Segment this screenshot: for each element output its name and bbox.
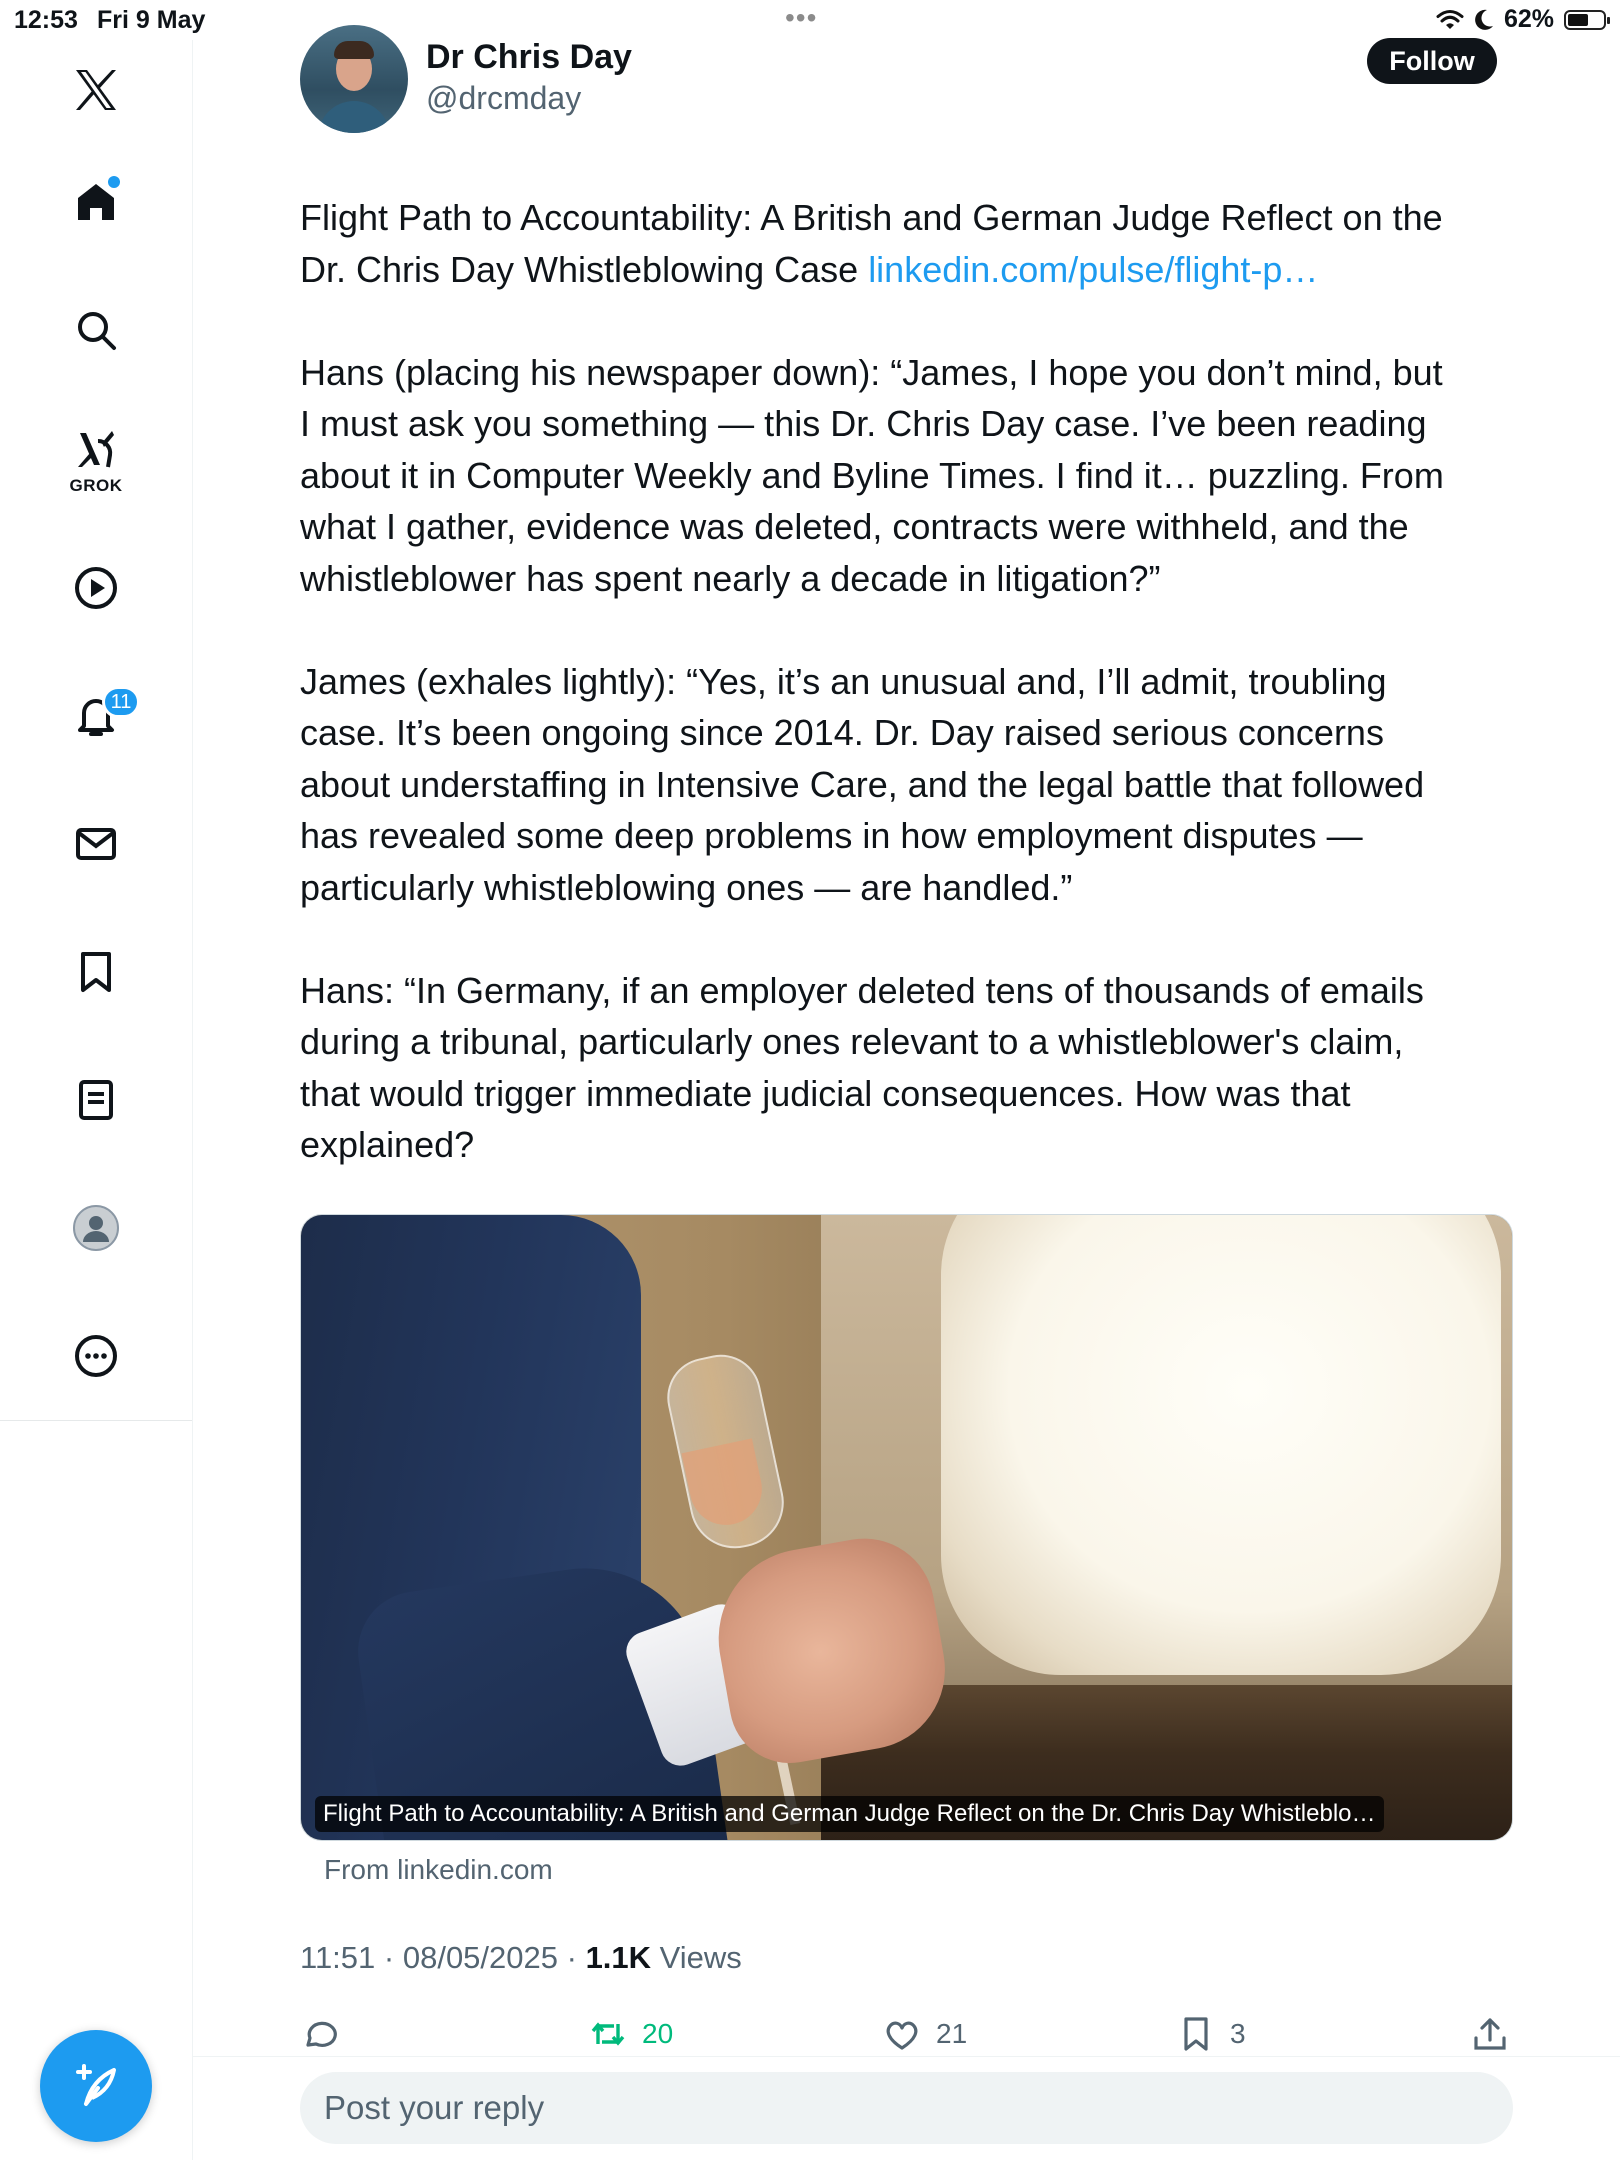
author-handle[interactable]: @drcmday <box>426 80 582 116</box>
battery-icon <box>1564 10 1606 30</box>
bookmark-button[interactable] <box>1176 2012 1246 2056</box>
notification-badge: 11 <box>102 686 140 718</box>
bookmark-action-icon <box>1176 2014 1216 2054</box>
tweet-p1-line2: Dr. Chris Day Whistleblowing Case <box>300 248 869 290</box>
tweet-date[interactable]: 08/05/2025 <box>402 1940 558 1975</box>
profile-avatar-icon <box>72 1204 120 1252</box>
avatar-hair <box>334 41 374 59</box>
sidebar-item-notifications[interactable] <box>56 676 136 756</box>
tweet-link[interactable]: linkedin.com/pulse/flight-p… <box>868 248 1319 290</box>
tweet-paragraph-4 <box>300 965 1525 1171</box>
actions-divider <box>192 2056 1620 2057</box>
tweet-body <box>300 192 1525 1222</box>
x-logo-icon[interactable] <box>56 50 136 130</box>
meta-separator: · <box>558 1940 586 1975</box>
like-button[interactable] <box>882 2012 967 2056</box>
tweet-text-line: James (exhales lightly): “Yes, it’s an unusual and, I’ll admit, troubling <box>300 660 1387 702</box>
search-icon <box>72 306 120 354</box>
sidebar-item-profile[interactable] <box>56 1188 136 1268</box>
compose-post-button[interactable] <box>40 2030 152 2142</box>
grok-label: GROK <box>69 476 123 495</box>
tweet-text-line: case. It’s been ongoing since 2014. Dr. Day raised serious concerns <box>300 712 1384 753</box>
retweet-icon <box>588 2014 628 2054</box>
card-caption: Flight Path to Accountability: A British and German Judge Reflect on the Dr. Chris Day Whistleblo… <box>315 1796 1384 1832</box>
tweet-paragraph-1 <box>300 192 1525 295</box>
status-time: 12:53 <box>14 6 78 34</box>
tweet-text-line: explained? <box>300 1124 475 1165</box>
author-name[interactable]: Dr Chris Day <box>426 38 632 76</box>
tweet-text-line: I must ask you something — this Dr. Chris Day case. I’ve been reading <box>300 403 1427 444</box>
grok-icon <box>72 425 120 473</box>
status-date: Fri 9 May <box>97 6 206 34</box>
multitask-dots[interactable]: ••• <box>785 2 818 33</box>
share-button[interactable] <box>1470 2012 1510 2056</box>
tweet-text-line: that would trigger immediate judicial consequences. How was that <box>300 1072 1351 1114</box>
reply-button[interactable] <box>300 2012 354 2056</box>
reply-input[interactable] <box>300 2072 1513 2144</box>
views-label: Views <box>651 1940 742 1975</box>
retweet-button[interactable] <box>588 2012 673 2056</box>
sidebar-item-more[interactable] <box>56 1316 136 1396</box>
link-preview-card[interactable] <box>300 1214 1513 1841</box>
sidebar-item-videos[interactable] <box>56 548 136 628</box>
sidebar <box>0 40 193 2160</box>
reply-placeholder: Post your reply <box>324 2089 545 2126</box>
more-icon <box>72 1332 120 1380</box>
retweet-count: 20 <box>642 2018 674 2049</box>
wifi-icon <box>1436 9 1464 31</box>
tweet-text-line: particularly whistleblowing ones — are handled.” <box>300 866 1073 908</box>
share-icon <box>1470 2014 1510 2054</box>
sidebar-item-grok[interactable] <box>56 418 136 498</box>
views-count: 1.1K <box>585 1940 652 1975</box>
x-logo-svg <box>72 66 120 114</box>
tweet-meta <box>300 1940 742 1976</box>
tweet-time[interactable]: 11:51 <box>300 1940 376 1975</box>
tweet-paragraph-2 <box>300 347 1525 605</box>
tweet-text-line: Hans (placing his newspaper down): “James, I hope you don’t mind, but <box>300 351 1443 393</box>
author-avatar[interactable] <box>300 25 408 133</box>
play-icon <box>72 564 120 612</box>
card-source[interactable]: From linkedin.com <box>324 1854 553 1885</box>
sidebar-item-home[interactable] <box>56 162 136 242</box>
meta-separator: · <box>375 1940 403 1975</box>
list-icon <box>72 1076 120 1124</box>
compose-feather-icon <box>70 2060 122 2112</box>
card-airplane-window <box>941 1214 1501 1675</box>
sidebar-item-bookmarks[interactable] <box>56 932 136 1012</box>
like-count: 21 <box>936 2018 968 2049</box>
sidebar-item-messages[interactable] <box>56 804 136 884</box>
home-unread-dot <box>108 176 120 188</box>
battery-percent: 62% <box>1503 5 1554 33</box>
bookmark-count: 3 <box>1230 2018 1246 2049</box>
card-image <box>301 1215 1512 1840</box>
battery-fill <box>1568 14 1588 26</box>
tweet-text-line: has revealed some deep problems in how employment disputes — <box>300 815 1363 856</box>
sidebar-item-lists[interactable] <box>56 1060 136 1140</box>
moon-icon <box>1474 9 1494 31</box>
mail-icon <box>72 820 120 868</box>
status-right <box>1436 5 1606 34</box>
heart-icon <box>882 2014 922 2054</box>
sidebar-divider <box>0 1420 192 1421</box>
tweet-p1-line1: Flight Path to Accountability: A British and German Judge Reflect on the <box>300 197 1443 238</box>
follow-button[interactable]: Follow <box>1367 38 1497 84</box>
sidebar-item-explore[interactable] <box>56 290 136 370</box>
bookmark-icon <box>72 948 120 996</box>
tweet-text-line: Hans: “In Germany, if an employer deleted tens of thousands of emails <box>300 969 1424 1011</box>
tweet-actions <box>300 2012 1513 2056</box>
reply-icon <box>300 2014 340 2054</box>
tweet-text-line: about understaffing in Intensive Care, and the legal battle that followed <box>300 763 1425 805</box>
tweet-text-line: about it in Computer Weekly and Byline Times. I find it… puzzling. From <box>300 454 1444 496</box>
tweet-text-line: what I gather, evidence was deleted, contracts were withheld, and the <box>300 506 1409 547</box>
tweet-paragraph-3 <box>300 656 1525 914</box>
status-bar <box>0 0 1620 40</box>
avatar-shirt <box>318 101 390 133</box>
tweet-text-line: whistleblower has spent nearly a decade in litigation?” <box>300 557 1161 599</box>
tweet-text-line: during a tribunal, particularly ones relevant to a whistleblower's claim, <box>300 1021 1404 1062</box>
